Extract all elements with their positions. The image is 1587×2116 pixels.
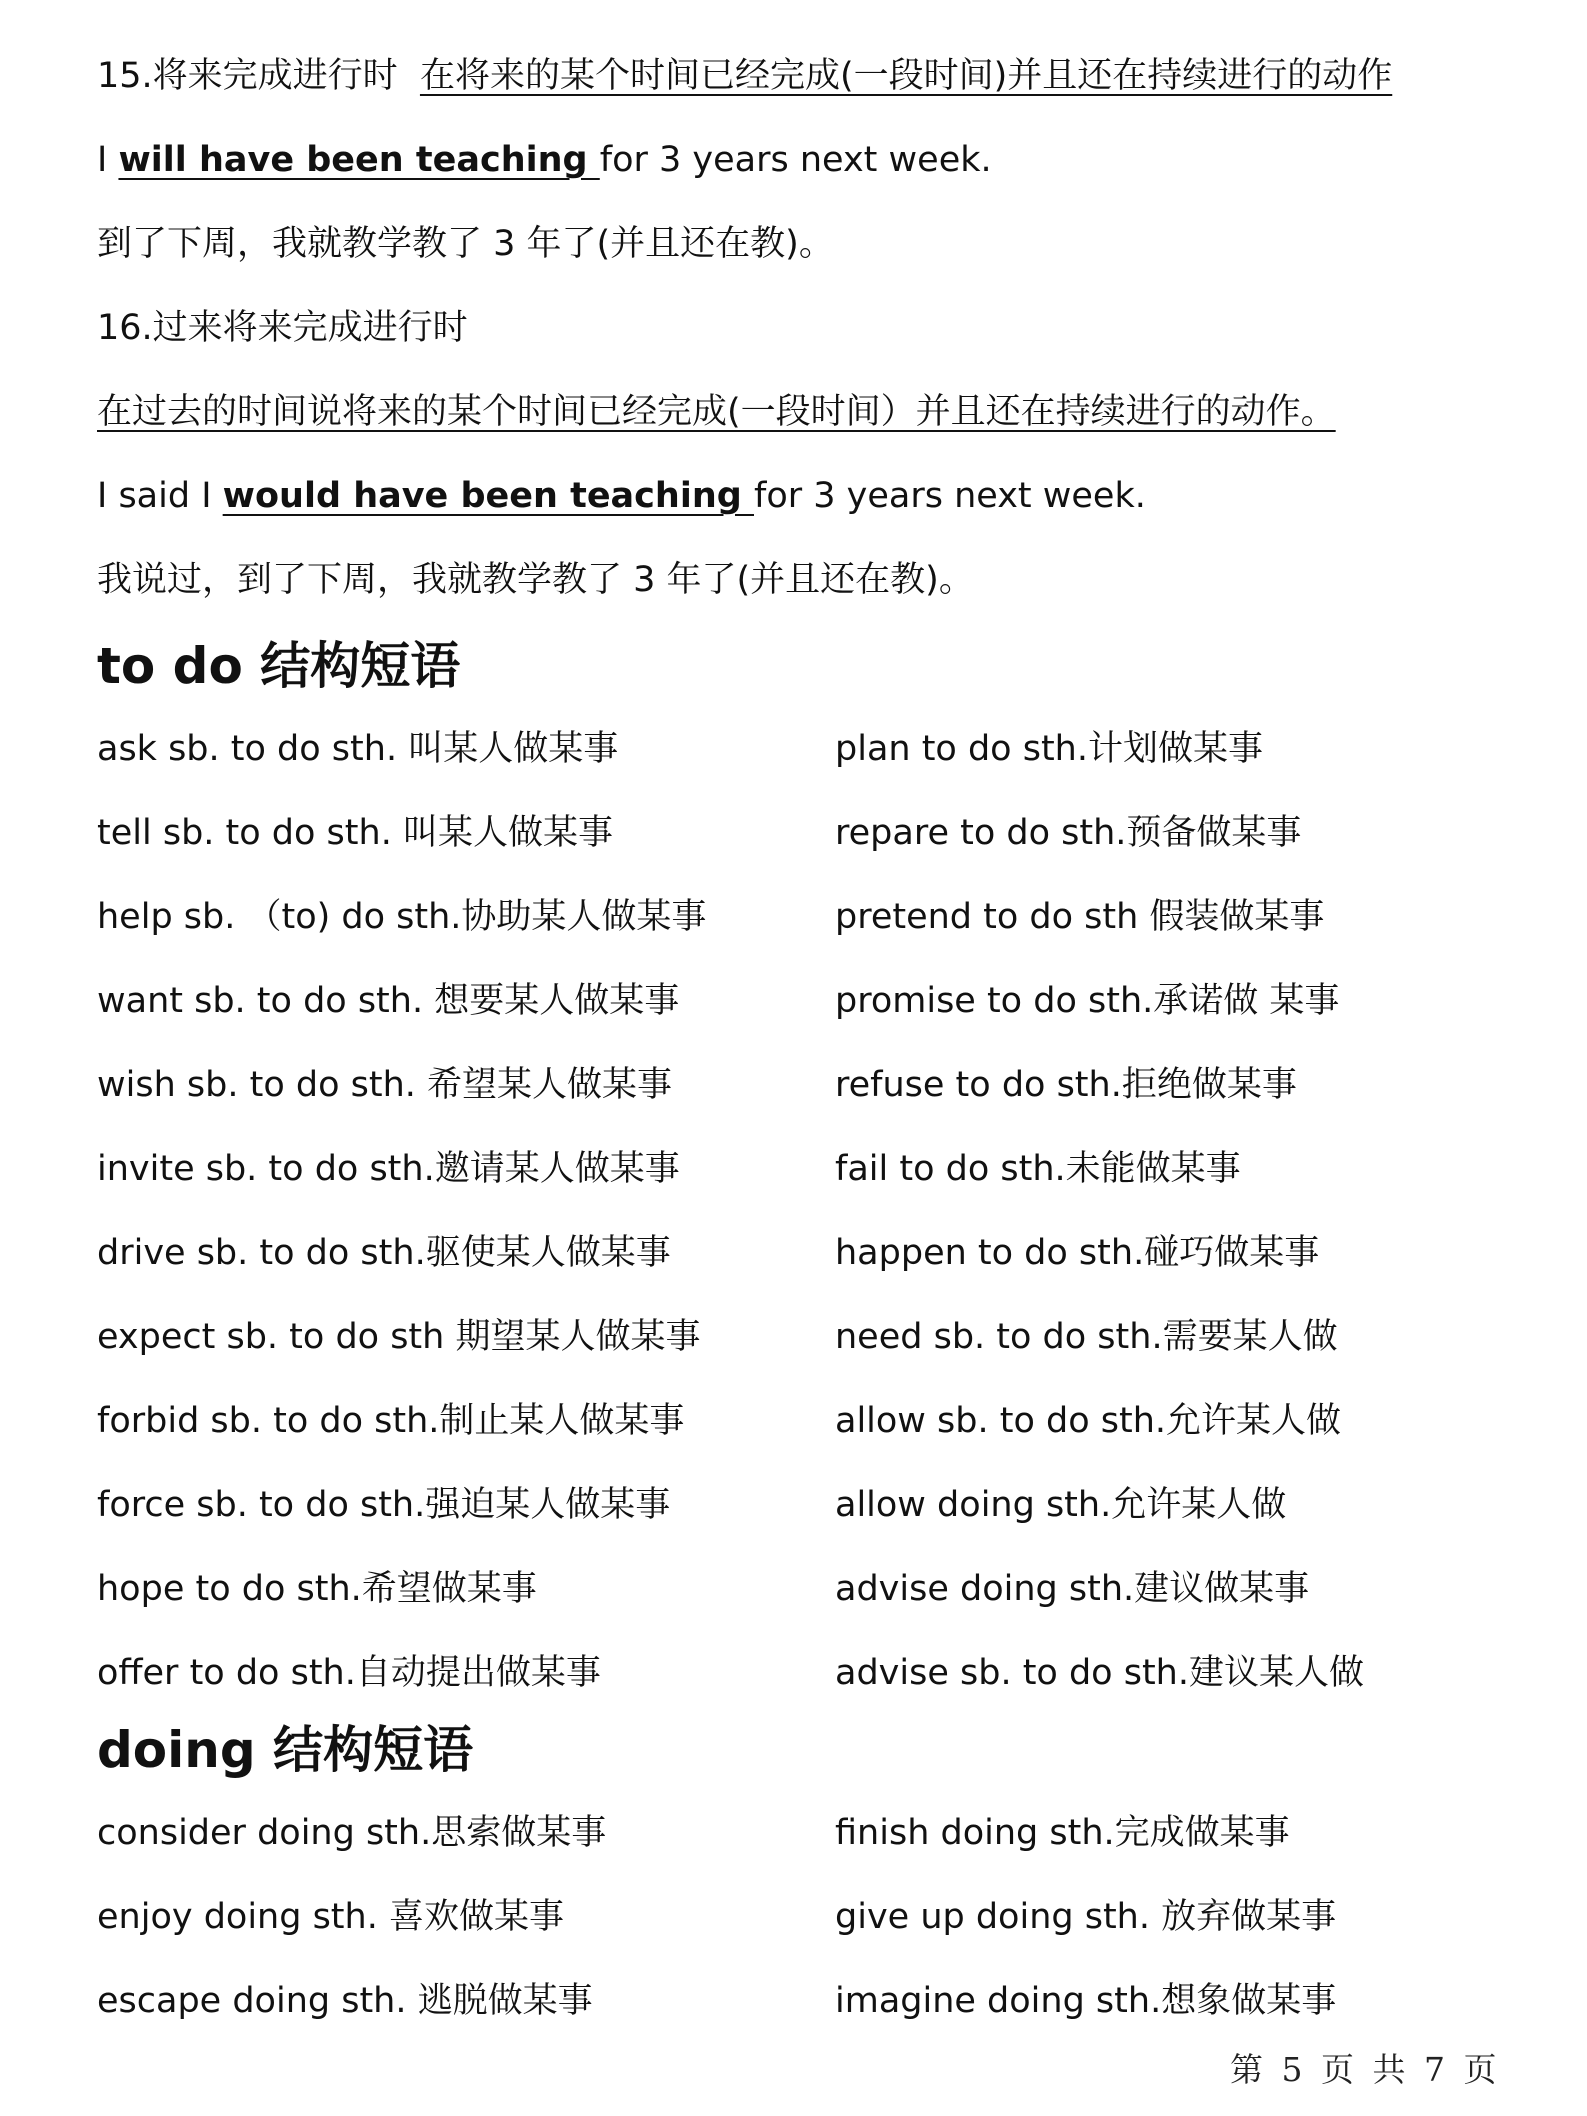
- list-item: [97, 724, 1517, 774]
- section-16-example-pre: I said I: [97, 476, 223, 516]
- todo-left: offer to do sth.自动提出做某事: [97, 1653, 601, 1693]
- todo-left: ask sb. to do sth. 叫某人做某事: [97, 729, 619, 769]
- todo-left: invite sb. to do sth.邀请某人做某事: [97, 1149, 680, 1189]
- todo-right: refuse to do sth.拒绝做某事: [835, 1065, 1297, 1105]
- section-15-title-line: [97, 52, 1392, 100]
- list-item: [97, 1312, 1517, 1362]
- section-15-translation: 到了下周，我就教学教了 3 年了(并且还在教)。: [97, 224, 834, 264]
- list-item: [97, 1564, 1517, 1614]
- section-16-definition: 在过去的时间说将来的某个时间已经完成(一段时间）并且还在持续进行的动作。: [97, 392, 1336, 432]
- todo-left: help sb. （to) do sth.协助某人做某事: [97, 897, 707, 937]
- section-16-translation: 我说过，到了下周，我就教学教了 3 年了(并且还在教)。: [97, 560, 974, 600]
- todo-right: repare to do sth.预备做某事: [835, 813, 1302, 853]
- section-15-example-pre: I: [97, 140, 119, 180]
- list-item: [97, 976, 1517, 1026]
- todo-right: plan to do sth.计划做某事: [835, 729, 1263, 769]
- list-item: [97, 1892, 1517, 1942]
- list-item: [97, 1808, 1517, 1858]
- doing-right: finish doing sth.完成做某事: [835, 1813, 1290, 1853]
- list-item: [97, 892, 1517, 942]
- todo-right: promise to do sth.承诺做 某事: [835, 981, 1340, 1021]
- list-item: [97, 1396, 1517, 1446]
- todo-left: tell sb. to do sth. 叫某人做某事: [97, 813, 613, 853]
- section-15-title: 15.将来完成进行时: [97, 56, 398, 96]
- todo-right: pretend to do sth 假装做某事: [835, 897, 1325, 937]
- todo-left: expect sb. to do sth 期望某人做某事: [97, 1317, 701, 1357]
- todo-left: wish sb. to do sth. 希望某人做某事: [97, 1065, 673, 1105]
- todo-heading: to do 结构短语: [97, 637, 461, 695]
- todo-right: fail to do sth.未能做某事: [835, 1149, 1241, 1189]
- list-item: [97, 1480, 1517, 1530]
- section-16-example-emph: would have been teaching: [222, 476, 754, 516]
- section-15-definition: 在将来的某个时间已经完成(一段时间)并且还在持续进行的动作: [419, 56, 1393, 96]
- todo-right: need sb. to do sth.需要某人做: [835, 1317, 1338, 1357]
- todo-right: happen to do sth.碰巧做某事: [835, 1233, 1320, 1273]
- section-16-example: [97, 472, 1146, 520]
- list-item: [97, 1976, 1517, 2026]
- todo-left: hope to do sth.希望做某事: [97, 1569, 537, 1609]
- todo-left: forbid sb. to do sth.制止某人做某事: [97, 1401, 685, 1441]
- list-item: [97, 1228, 1517, 1278]
- todo-right: allow doing sth.允许某人做: [835, 1485, 1287, 1525]
- doing-left: enjoy doing sth. 喜欢做某事: [97, 1897, 564, 1937]
- todo-left: force sb. to do sth.强迫某人做某事: [97, 1485, 671, 1525]
- doing-heading: doing 结构短语: [97, 1721, 474, 1779]
- todo-right: advise doing sth.建议做某事: [835, 1569, 1310, 1609]
- list-item: [97, 808, 1517, 858]
- todo-left: drive sb. to do sth.驱使某人做某事: [97, 1233, 671, 1273]
- list-item: [97, 1648, 1517, 1698]
- page-number: 第 5 页 共 7 页: [1230, 2050, 1501, 2089]
- list-item: [97, 1144, 1517, 1194]
- doing-left: consider doing sth.思索做某事: [97, 1813, 607, 1853]
- section-16-title: 16.过来将来完成进行时: [97, 308, 468, 348]
- list-item: [97, 1060, 1517, 1110]
- section-15-example-post: for 3 years next week.: [599, 140, 992, 180]
- todo-right: allow sb. to do sth.允许某人做: [835, 1401, 1342, 1441]
- doing-left: escape doing sth. 逃脱做某事: [97, 1981, 593, 2021]
- doing-right: give up doing sth. 放弃做某事: [835, 1897, 1337, 1937]
- doing-right: imagine doing sth.想象做某事: [835, 1981, 1337, 2021]
- todo-right: advise sb. to do sth.建议某人做: [835, 1653, 1364, 1693]
- section-15-example: [97, 136, 992, 184]
- section-15-example-emph: will have been teaching: [118, 140, 600, 180]
- section-16-example-post: for 3 years next week.: [754, 476, 1146, 516]
- todo-left: want sb. to do sth. 想要某人做某事: [97, 981, 680, 1021]
